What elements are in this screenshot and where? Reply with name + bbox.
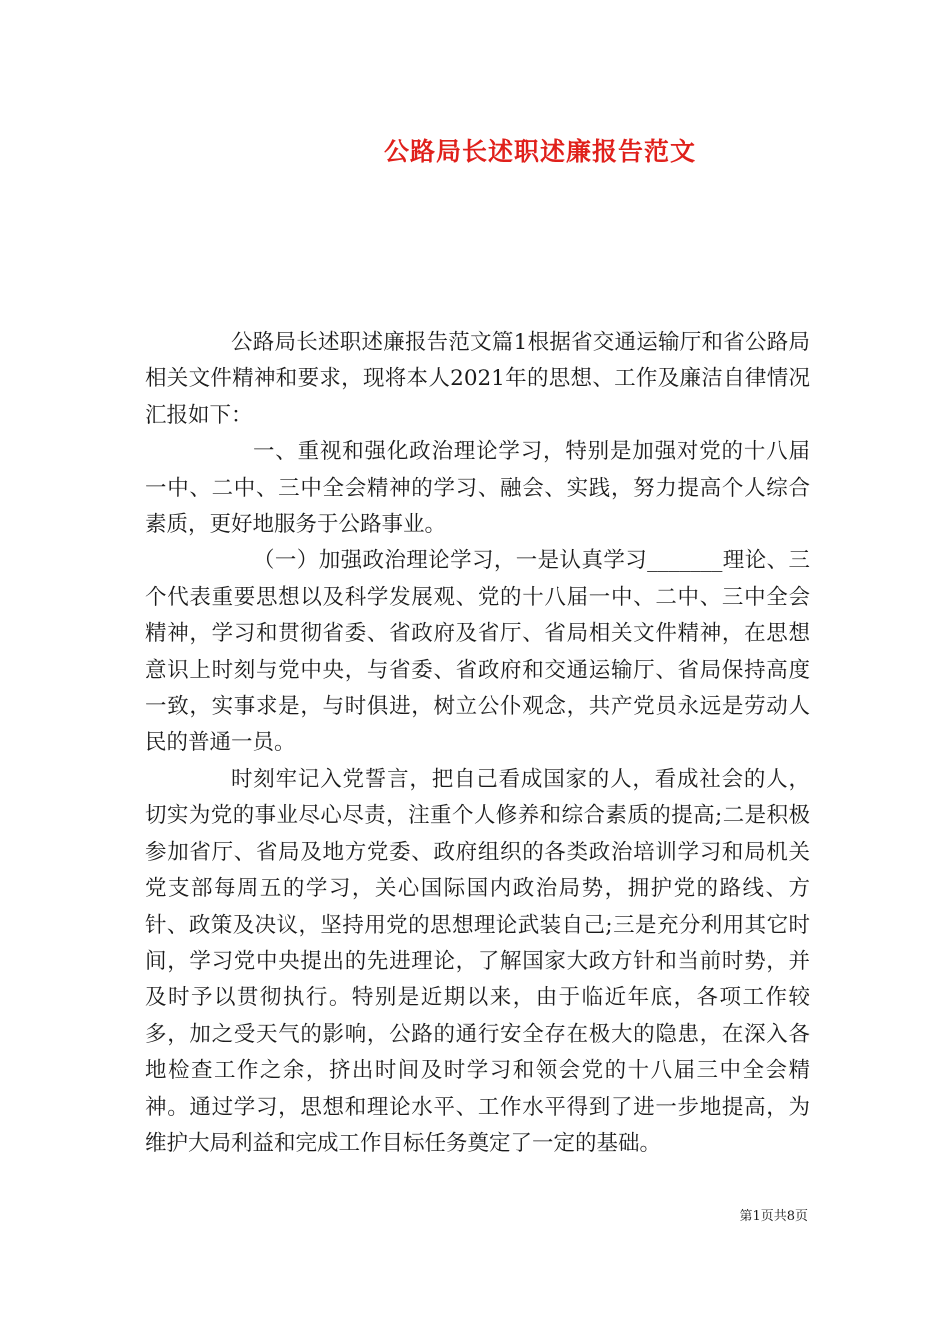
document-title: 公路局长述职述廉报告范文 xyxy=(383,137,696,166)
paragraph-continuation: 时刻牢记入党誓言，把自己看成国家的人，看成社会的人，切实为党的事业尽心尽责，注重个人修养和综合素质的提高;二是积极参加省厅、省局及地方党委、政府组织的各类政治培训学习和局机关党支部每周五的学习，关心国际国内政治局势，拥护党的路线、方针、政策及决议，坚持用党的思想理论武装自己;三是充分利用其它时间，学习党中央提出的先进理论，了解国家大政方针和当前时势，并及时予以贯彻执行。特别是近期以来，由于临近年底，各项工作较多，加之受天气的影响，公路的通行安全存在极大的隐患，在深入各地检查工作之余，挤出时间及时学习和领会党的十八届三中全会精神。通过学习，思想和理论水平、工作水平得到了进一步地提高，为维护大局利益和完成工作目标任务奠定了一定的基础。 xyxy=(145,766,810,1156)
paragraph-section-one: 一、重视和强化政治理论学习，特别是加强对党的十八届一中、二中、三中全会精神的学习、融会、实践，努力提高个人综合素质，更好地服务于公路事业。 xyxy=(145,439,810,538)
paragraph-intro: 公路局长述职述廉报告范文篇1根据省交通运输厅和省公路局相关文件精神和要求，现将本人2021年的思想、工作及廉洁自律情况汇报如下： xyxy=(145,330,810,428)
paragraph-subsection-one: （一）加强政治理论学习，一是认真学习_______理论、三个代表重要思想以及科学发展观、党的十八届一中、二中、三中全会精神，学习和贯彻省委、省政府及省厅、省局相关文件精神，在思想意识上时刻与党中央，与省委、省政府和交通运输厅、省局保持高度一致，实事求是，与时俱进，树立公仆观念，共产党员永远是劳动人民的普通一员。 xyxy=(145,548,810,756)
page-number-footer: 第1页共8页 xyxy=(739,1209,808,1224)
document-body xyxy=(145,325,810,1162)
